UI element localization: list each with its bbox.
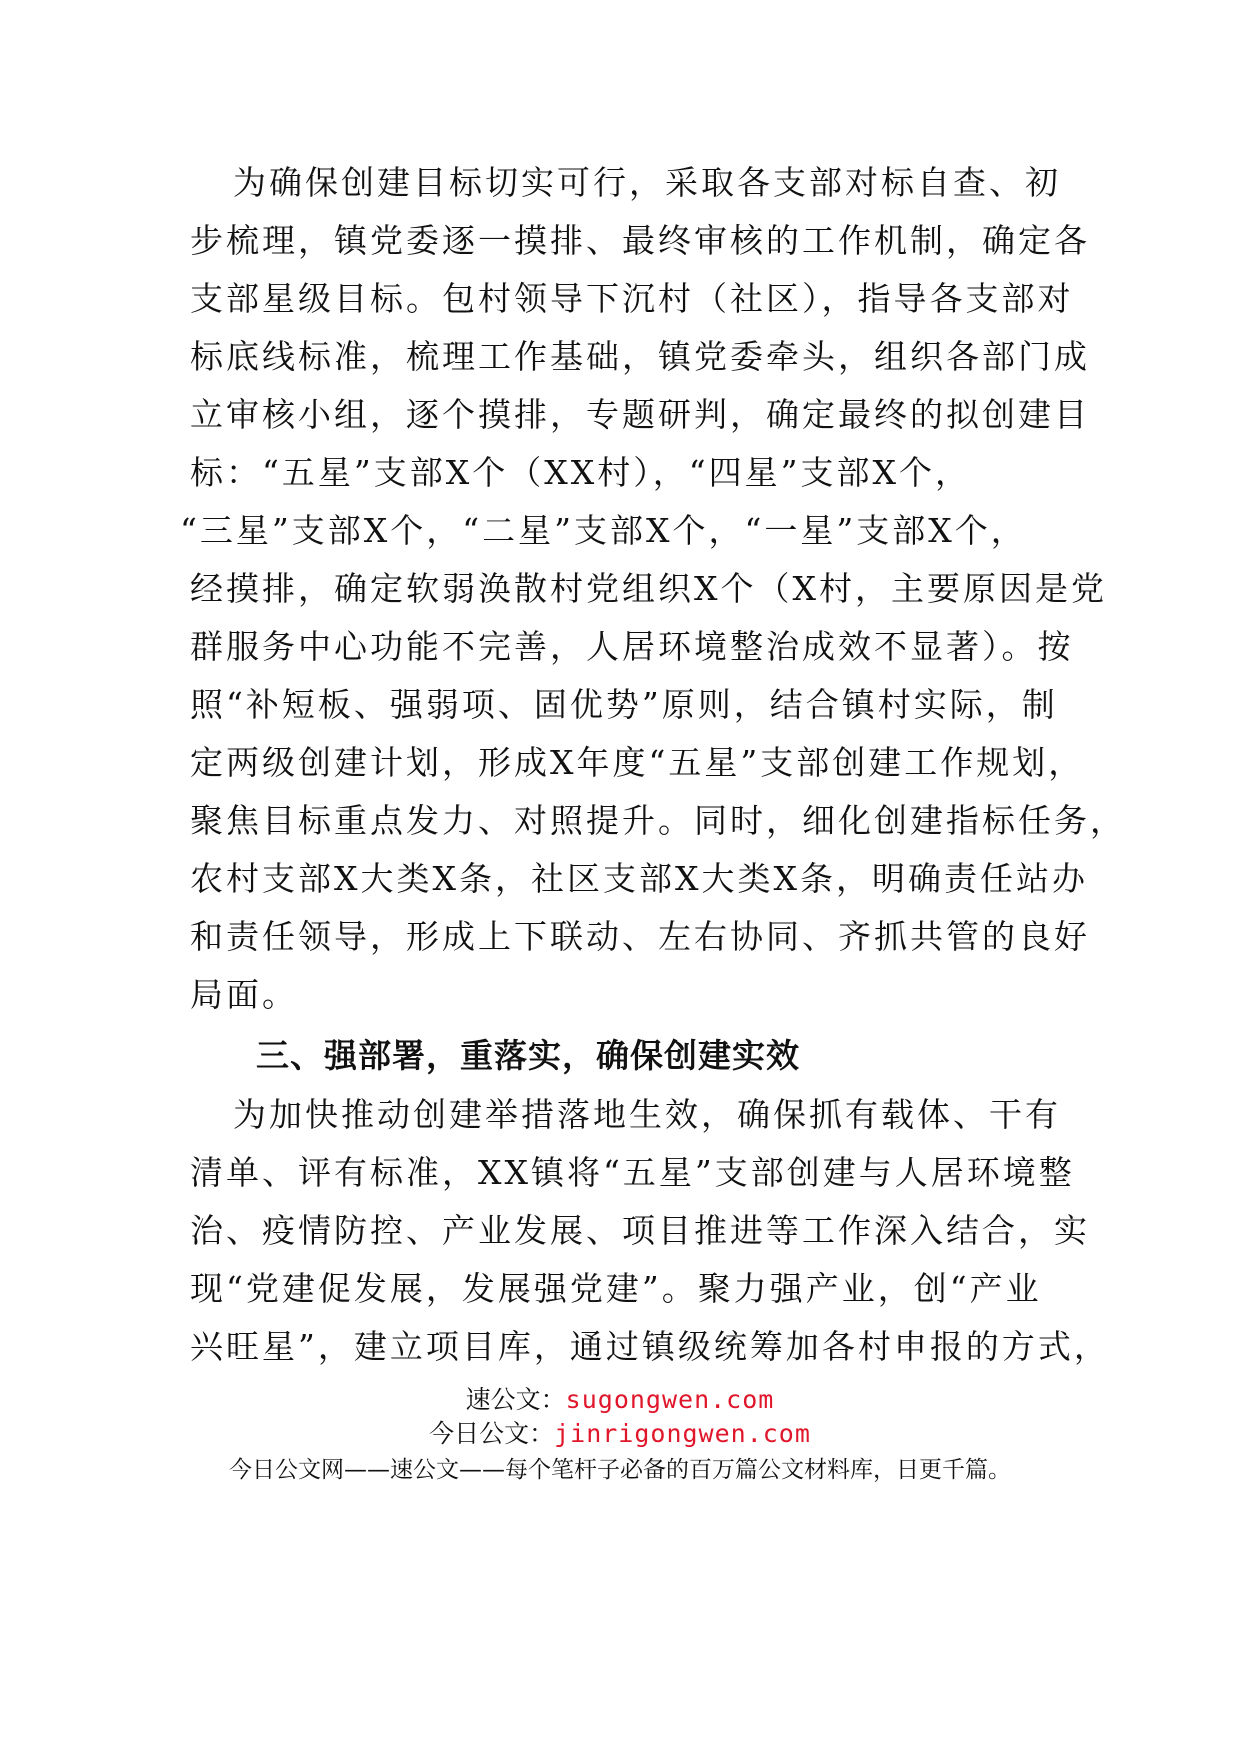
body-line-2: 步梳理，镇党委逐一摸排、最终审核的工作机制，确定各 <box>190 221 1090 260</box>
body-line-8: 经摸排，确定软弱涣散村党组织X个（X村，主要原因是党 <box>190 569 1107 608</box>
section-line-3: 治、疫情防控、产业发展、项目推进等工作深入结合，实 <box>190 1211 1090 1250</box>
body-line-12: 聚焦目标重点发力、对照提升。同时，细化创建指标任务， <box>190 801 1126 840</box>
body-line-13: 农村支部X大类X条，社区支部X大类X条，明确责任站办 <box>190 859 1088 898</box>
body-line-6: 标：“五星”支部X个（XX村），“四星”支部X个， <box>190 453 971 492</box>
body-line-15: 局面。 <box>190 975 298 1014</box>
footer-sugongwen-label: 速公文： <box>465 1385 566 1414</box>
section-line-2: 清单、评有标准，XX镇将“五星”支部创建与人居环境整 <box>190 1153 1075 1192</box>
body-line-11: 定两级创建计划，形成X年度“五星”支部创建工作规划， <box>190 743 1085 782</box>
body-line-1: 为确保创建目标切实可行，采取各支部对标自查、初 <box>233 163 1061 202</box>
footer-sugongwen <box>0 1384 1240 1416</box>
section-line-4: 现“党建促发展，发展强党建”。聚力强产业，创“产业 <box>190 1269 1042 1308</box>
footer-jinrigongwen-link[interactable]: jinrigongwen.com <box>554 1419 811 1448</box>
footer-jinrigongwen-label: 今日公文： <box>429 1419 555 1448</box>
body-line-10: 照“补短板、强弱项、固优势”原则，结合镇村实际，制 <box>190 685 1058 724</box>
body-line-3: 支部星级目标。包村领导下沉村（社区），指导各支部对 <box>190 279 1074 318</box>
body-line-14: 和责任领导，形成上下联动、左右协同、齐抓共管的良好 <box>190 917 1090 956</box>
section-line-1: 为加快推动创建举措落地生效，确保抓有载体、干有 <box>233 1095 1061 1134</box>
body-line-4: 标底线标准，梳理工作基础，镇党委牵头，组织各部门成 <box>190 337 1090 376</box>
body-line-5: 立审核小组，逐个摸排，专题研判，确定最终的拟创建目 <box>190 395 1090 434</box>
body-line-9: 群服务中心功能不完善，人居环境整治成效不显著）。按 <box>190 627 1074 666</box>
footer-sugongwen-link[interactable]: sugongwen.com <box>565 1385 775 1414</box>
body-line-7: “三星”支部X个，“二星”支部X个，“一星”支部X个， <box>180 511 1027 550</box>
footer-jinrigongwen <box>0 1418 1240 1450</box>
section-heading: 三、强部署，重落实，确保创建实效 <box>256 1036 800 1075</box>
section-line-5: 兴旺星”，建立项目库，通过镇级统筹加各村申报的方式， <box>190 1327 1110 1366</box>
footer-slogan: 今日公文网——速公文——每个笔杆子必备的百万篇公文材料库，日更千篇。 <box>229 1457 1011 1483</box>
